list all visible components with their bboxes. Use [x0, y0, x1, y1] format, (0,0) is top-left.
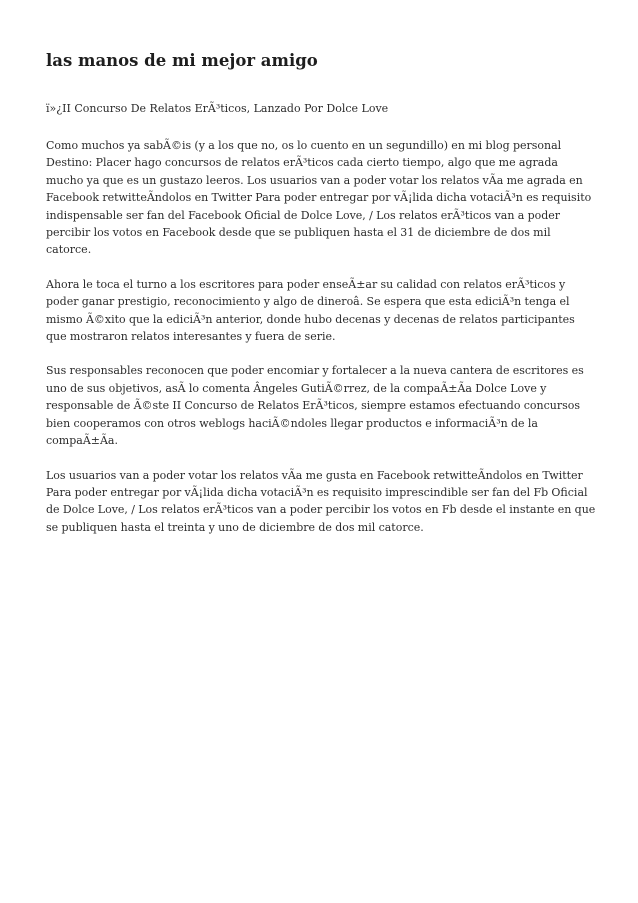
- paragraph-1: Como muchos ya sabÃ©is (y a los que no, os lo cuento en un segundillo) en mi blog personal Destino: Placer hago concursos de relatos erÃ³ticos cada cierto tiempo, algo que me agrada mucho ya que es un gustazo leeros. Los usuarios van a poder votar los relatos vÃa me agrada en Facebook retwitteÃndolos en Twitter Para poder entregar por vÃ¡lida dicha votaciÃ³n es requisito indispensable ser fan del Facebook Oficial de Dolce Love, / Los relatos erÃ³ticos van a poder percibir los votos en Facebook desde que se publiquen hasta el 31 de diciembre de dos mil catorce.: [46, 139, 592, 257]
- paragraph-3: Sus responsables reconocen que poder encomiar y fortalecer a la nueva cantera de escritores es uno de sus objetivos, asÃ lo comenta Ângeles GutiÃ©rrez, de la compaÃ±Ãa Dolce Love y responsable de Ã©ste II Concurso de Relatos ErÃ³ticos, siempre estamos efectuando concursos bien cooperamos con otros weblogs haciÃ©ndoles llegar productos e informaciÃ³n de la compaÃ±Ãa.: [46, 364, 584, 448]
- document-title: las manos de mi mejor amigo: [46, 51, 318, 70]
- paragraph-2: Ahora le toca el turno a los escritores para poder enseÃ±ar su calidad con relatos erÃ³ticos y poder ganar prestigio, reconocimiento y algo de dineroâ. Se espera que esta ediciÃ³n tenga el mismo Ã©xito que la ediciÃ³n anterior, donde hubo decenas y decenas de relatos participantes que mostraron relatos interesantes y fuera de serie.: [46, 277, 575, 344]
- document-subtitle: ï»¿II Concurso De Relatos ErÃ³ticos, Lanzado Por Dolce Love: [46, 102, 389, 115]
- document-page: [46, 50, 598, 553]
- paragraph-4: Los usuarios van a poder votar los relatos vÃa me gusta en Facebook retwitteÃndolos en Twitter Para poder entregar por vÃ¡lida dicha votaciÃ³n es requisito imprescindible ser fan del Fb Oficial de Dolce Love, / Los relatos erÃ³ticos van a poder percibir los votos en Fb desde el instante en que se publiquen hasta el treinta y uno de diciembre de dos mil catorce.: [46, 468, 596, 534]
